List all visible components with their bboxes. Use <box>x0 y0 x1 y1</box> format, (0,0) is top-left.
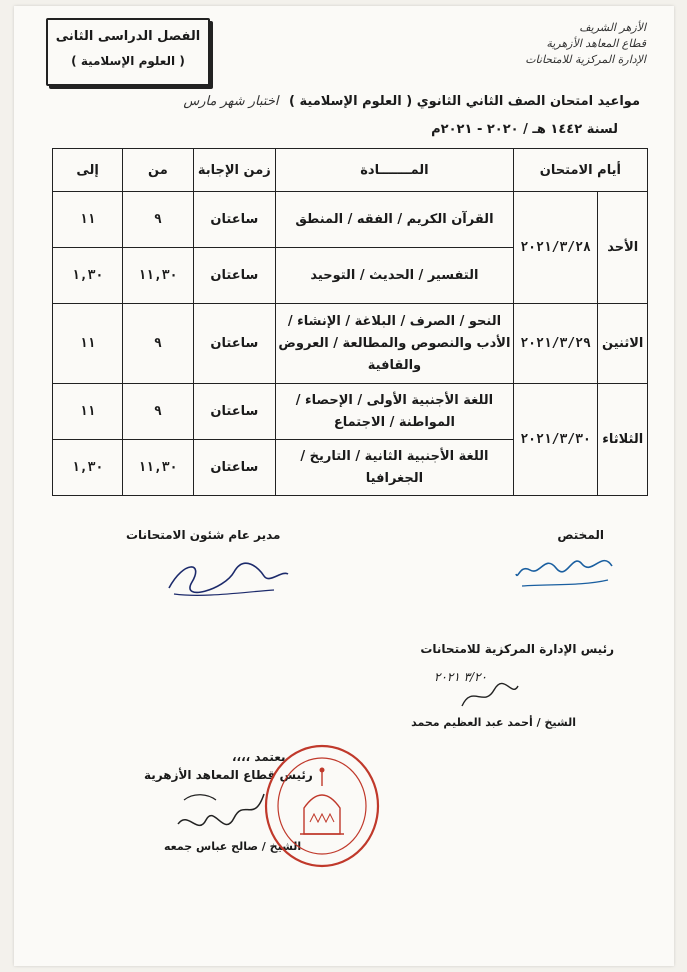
title-main: مواعيد امتحان الصف الثاني الثانوي ( العلوم الإسلامية ) <box>289 94 640 109</box>
specialist-label: المختص <box>557 528 604 542</box>
date-cell: ٢٠٢١/٣/٢٩ <box>513 304 598 384</box>
subject-cell: اللغة الأجنبية الأولى / الإحصاء / المواطنة / الاجتماع <box>276 384 514 440</box>
specialist-signature <box>512 546 622 594</box>
org-line-2: قطاع المعاهد الأزهرية <box>546 37 646 50</box>
division-label: ( العلوم الإسلامية ) <box>71 54 185 68</box>
official-stamp <box>262 742 382 870</box>
from-cell: ١١,٣٠ <box>123 440 193 496</box>
subject-cell: التفسير / الحديث / التوحيد <box>276 248 514 304</box>
date-cell: ٢٠٢١/٣/٢٨ <box>513 192 598 304</box>
central-head-label: رئيس الإدارة المركزية للامتحانات <box>420 642 614 656</box>
header-subject: المـــــــادة <box>276 149 514 192</box>
approve-label: يعتمد ،،،، <box>232 750 286 764</box>
semester-label: الفصل الدراسى الثانى <box>55 29 201 44</box>
sector-head-label: رئيس قطاع المعاهد الأزهرية <box>144 768 313 782</box>
to-cell: ١١ <box>53 192 123 248</box>
academic-year: لسنة ١٤٤٢ هـ / ٢٠٢٠ - ٢٠٢١م <box>431 122 618 137</box>
from-cell: ٩ <box>123 304 193 384</box>
semester-box <box>46 18 210 86</box>
header-duration: زمن الإجابة <box>193 149 276 192</box>
document-title <box>40 94 640 109</box>
table-row <box>53 192 648 248</box>
table-header-row <box>53 149 648 192</box>
from-cell: ٩ <box>123 384 193 440</box>
subject-cell: القرآن الكريم / الفقه / المنطق <box>276 192 514 248</box>
to-cell: ١,٣٠ <box>53 248 123 304</box>
central-head-date: ٣/٢٠ ٢٠٢١ <box>434 670 487 684</box>
date-cell: ٢٠٢١/٣/٣٠ <box>513 384 598 496</box>
day-cell: الأحد <box>598 192 648 304</box>
subject-cell: اللغة الأجنبية الثانية / التاريخ / الجغرافيا <box>276 440 514 496</box>
document-page <box>14 6 674 966</box>
duration-cell: ساعتان <box>193 248 276 304</box>
table-row <box>53 304 648 384</box>
org-line-1: الأزهر الشريف <box>579 21 646 34</box>
title-handwritten-note: اختبار شهر مارس <box>183 94 279 109</box>
org-line-3: الإدارة المركزية للامتحانات <box>525 53 646 66</box>
header-from: من <box>123 149 193 192</box>
duration-cell: ساعتان <box>193 304 276 384</box>
organization-heading <box>496 20 646 68</box>
duration-cell: ساعتان <box>193 440 276 496</box>
to-cell: ١١ <box>53 384 123 440</box>
central-head-name: الشيخ / أحمد عبد العظيم محمد <box>411 716 576 729</box>
duration-cell: ساعتان <box>193 192 276 248</box>
director-signature <box>164 550 294 600</box>
subject-cell: النحو / الصرف / البلاغة / الإنشاء / الأدب والنصوص والمطالعة / العروض والقافية <box>276 304 514 384</box>
day-cell: الثلاثاء <box>598 384 648 496</box>
day-cell: الاثنين <box>598 304 648 384</box>
central-head-signature <box>454 678 524 712</box>
exam-schedule-table <box>52 148 648 496</box>
from-cell: ٩ <box>123 192 193 248</box>
header-exam-days: أيام الامتحان <box>513 149 647 192</box>
sector-head-name: الشيخ / صالح عباس جمعه <box>164 840 302 853</box>
from-cell: ١١,٣٠ <box>123 248 193 304</box>
to-cell: ١,٣٠ <box>53 440 123 496</box>
to-cell: ١١ <box>53 304 123 384</box>
header-to: إلى <box>53 149 123 192</box>
director-label: مدير عام شئون الامتحانات <box>126 528 281 542</box>
duration-cell: ساعتان <box>193 384 276 440</box>
table-row <box>53 384 648 440</box>
sector-head-signature <box>164 784 274 840</box>
